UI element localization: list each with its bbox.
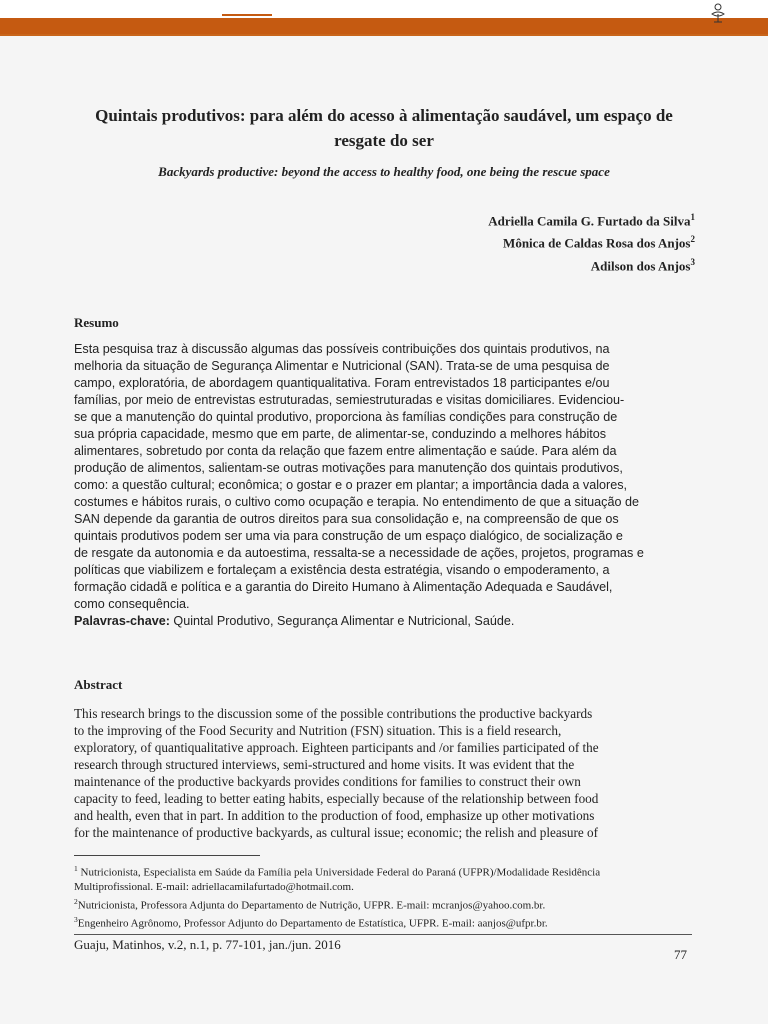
footnote-2: $^2$Nutricionista, Professora Adjunta do Departamento de Nutrição, UFPR. E-mail: mcranjos@yahoo.com.br.	[74, 896, 546, 912]
article-title	[60, 103, 708, 153]
resumo-heading: Resumo	[74, 315, 119, 330]
resumo-line: campo, exploratória, de abordagem quantiqualitativa. Foram entrevistados 18 participantes e/ou	[74, 376, 610, 390]
journal-logo-icon	[708, 2, 728, 24]
footnote-1: $^1$ Nutricionista, Especialista em Saúde da Família pela Universidade Federal do Paraná (UFPR)/Modalidade Residência	[74, 864, 601, 879]
resumo-line: quintais produtivos podem ser uma via para construção de um espaço dialógico, de socialização e	[74, 529, 623, 543]
resumo-line: alimentares, sobretudo por conta da relação que fazem entre alimentação e saúde. Para além da	[74, 444, 617, 458]
footnote-3: $^3$Engenheiro Agrônomo, Professor Adjunto do Departamento de Estatística, UFPR. E-mail: aanjos@ufpr.br.	[74, 914, 548, 930]
resumo-line: de resgate da autonomia e da autoestima, ressalta-se a necessidade de ações, projetos, programas e	[74, 546, 644, 560]
author-3: Adilson dos Anjos$^3$	[590, 256, 695, 273]
keywords-line	[74, 613, 696, 630]
resumo-line: famílias, por meio de entrevistas estruturadas, semiestruturadas e visitas domiciliares. Evidenciou-	[74, 393, 625, 407]
abstract-line: maintenance of the productive backyards provides conditions for families to construct their own	[74, 774, 581, 789]
abstract-heading: Abstract	[74, 677, 123, 692]
page-number: 77	[674, 947, 687, 962]
keywords-label: Palavras-chave:	[74, 614, 170, 628]
footnote-1-cont: Multiprofissional. E-mail: adriellacamilafurtado@hotmail.com.	[74, 881, 354, 894]
abstract-line: This research brings to the discussion some of the possible contributions the productive backyards	[74, 706, 593, 721]
article-title-line-1: Quintais produtivos: para além do acesso à alimentação saudável, um espaço de	[95, 106, 673, 125]
header-orange-band	[0, 18, 768, 34]
article-subtitle: Backyards productive: beyond the access to healthy food, one being the rescue space	[158, 164, 610, 179]
abstract-line: exploratory, of quantiqualitative approach. Eighteen participants and /or families participated of the	[74, 740, 599, 755]
author-1: Adriella Camila G. Furtado da Silva$^1$	[488, 212, 695, 229]
resumo-line: costumes e hábitos rurais, o cultivo como ocupação e terapia. No entendimento de que a situação de	[74, 495, 639, 509]
footnote-separator	[74, 855, 260, 856]
resumo-line: se que a manutenção do quintal produtivo, proporciona às famílias condições para construção de	[74, 410, 618, 424]
header-underline-mark	[222, 14, 272, 16]
resumo-line: como: a questão cultural; econômica; o gostar e o prazer em plantar; a importância dada a valores,	[74, 478, 628, 492]
resumo-line: SAN depende da garantia de outros direitos para sua consolidação e, na compreensão de que os	[74, 512, 619, 526]
keywords-text: Quintal Produtivo, Segurança Alimentar e Nutricional, Saúde.	[169, 614, 515, 628]
resumo-line: sua própria capacidade, mesmo que em parte, de alimentar-se, conduzindo a melhores hábitos	[74, 427, 607, 441]
page-footer-rule	[74, 934, 692, 935]
article-title-line-2: resgate do ser	[334, 131, 434, 150]
abstract-line: for the maintenance of productive backyards, as cultural issue; economic; the relish and pleasure of	[74, 825, 599, 840]
resumo-body	[74, 341, 696, 630]
abstract-line: research through structured interviews, semi-structured and home visits. It was evident that the	[74, 757, 575, 772]
abstract-line: capacity to feed, leading to better eating habits, especially because of the relationship between food	[74, 791, 599, 806]
author-list	[488, 208, 695, 275]
abstract-line: and health, even that in part. In addition to the production of food, emphasize up other motivations	[74, 808, 595, 823]
resumo-line: formação cidadã e política e a garantia do Direito Humano à Alimentação Adequada e Saudável,	[74, 580, 613, 594]
resumo-line: melhoria da situação de Segurança Alimentar e Nutricional (SAN). Trata-se de uma pesquisa de	[74, 359, 610, 373]
journal-reference: Guaju, Matinhos, v.2, n.1, p. 77-101, jan./jun. 2016	[74, 937, 341, 952]
resumo-line: Esta pesquisa traz à discussão algumas das possíveis contribuições dos quintais produtivos, na	[74, 342, 610, 356]
footnotes	[74, 862, 704, 931]
resumo-line: políticas que viabilizem e fortaleçam a existência desta estratégia, visando o empoderamento, a	[74, 563, 610, 577]
resumo-line: como consequência.	[74, 597, 190, 611]
abstract-body	[74, 705, 696, 841]
author-2: Mônica de Caldas Rosa dos Anjos$^2$	[503, 234, 695, 251]
header-white-strip	[0, 0, 768, 18]
resumo-line: produção de alimentos, salientam-se outras motivações para manutenção dos quintais produtivos,	[74, 461, 623, 475]
abstract-line: to the improving of the Food Security and Nutrition (FSN) situation. This is a field research,	[74, 723, 562, 738]
journal-header-bar	[0, 0, 768, 36]
